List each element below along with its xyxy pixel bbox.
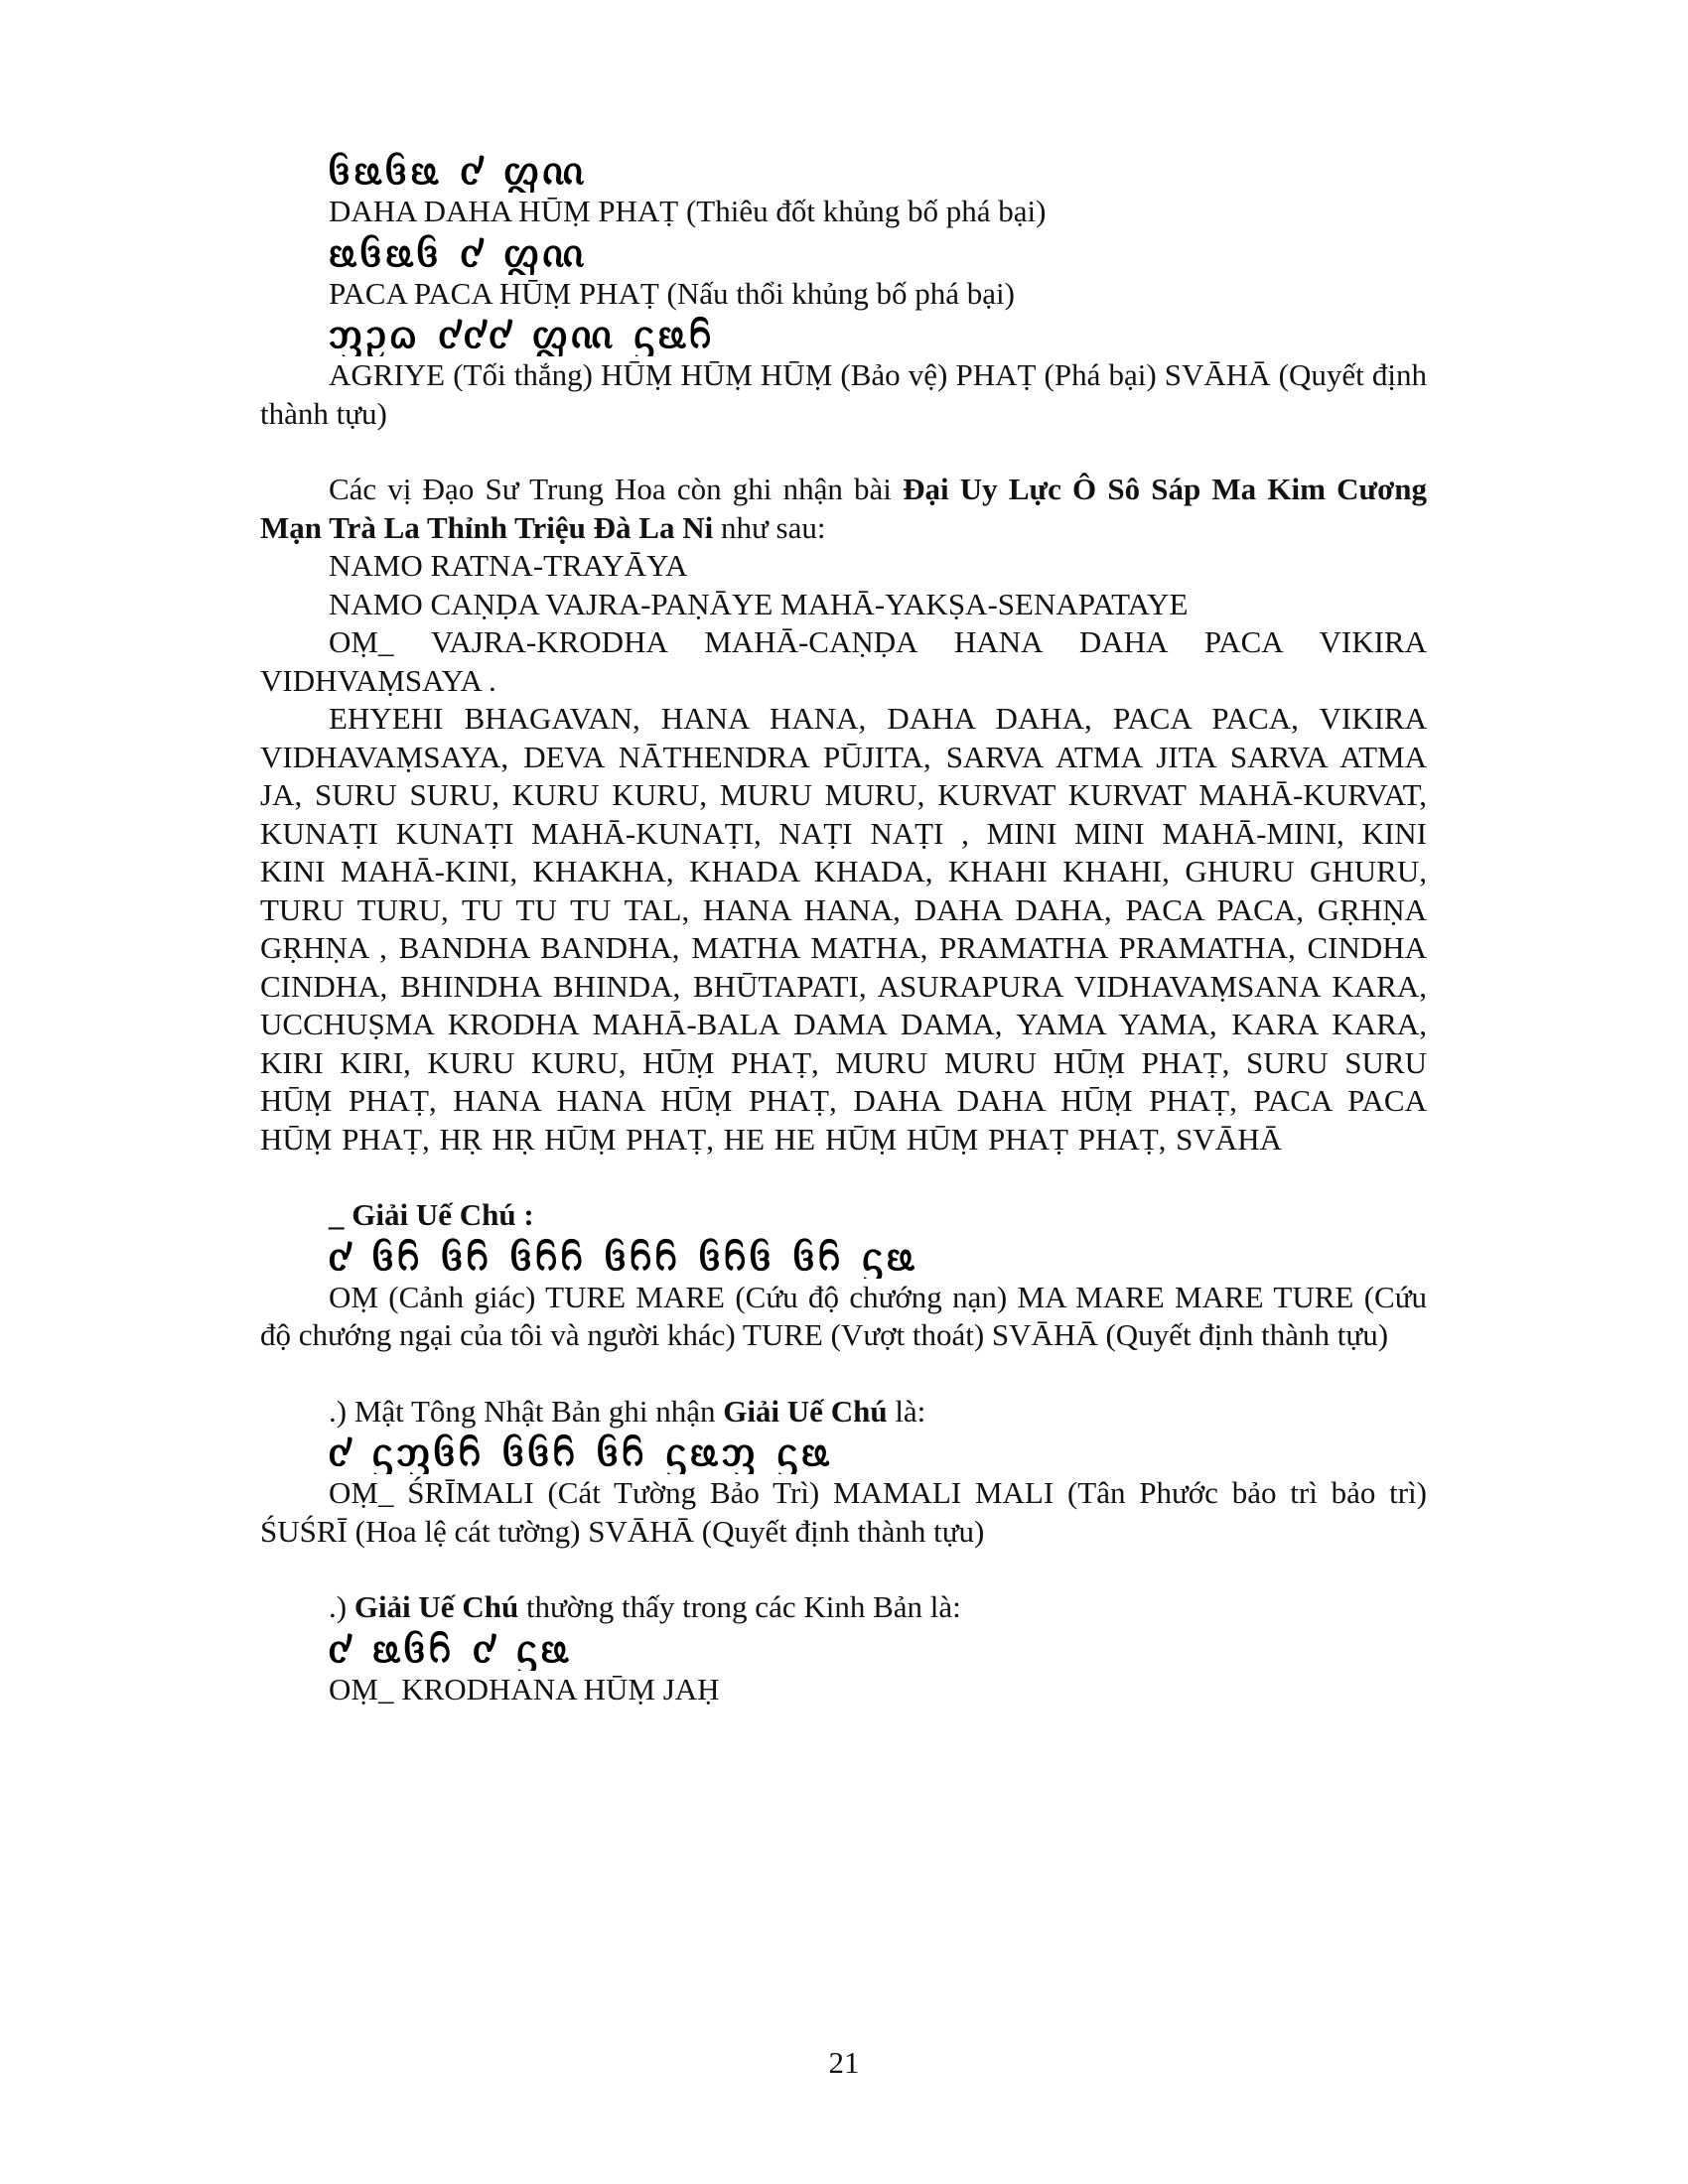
- note-suffix: là:: [887, 1393, 926, 1429]
- intro-text: Các vị Đạo Sư Trung Hoa còn ghi nhận bài: [329, 472, 904, 506]
- note-paragraph: [260, 1393, 1427, 1432]
- siddham-script-line: ᧚ ᦑᦆ ᦑᦆ ᦑᦆᦆ ᦑᦆᦆ ᦑᦆᦑ ᦑᦆ ᦓᦕ: [329, 1234, 918, 1279]
- siddham-script-line: ᧚ ᦓᦀᦑᦆ ᦑᦑᦆ ᦑᦆ ᦓᦕᦀ ᦓᦕ: [329, 1431, 833, 1474]
- dharani-title: Đại Uy Lực Ô Sô Sáp Ma Kim Cương Mạn Trà La Thỉnh Triệu Đà La Ni: [260, 472, 1427, 545]
- intro-suffix: như sau:: [713, 509, 826, 545]
- page-number: 21: [828, 2045, 860, 2080]
- note-paragraph: [260, 1588, 1427, 1627]
- mantra-line: NAMO RATNA-TRAYĀYA: [329, 548, 688, 583]
- intro-paragraph: [260, 471, 1427, 547]
- mantra-line: DAHA DAHA HŪṂ PHAṬ (Thiêu đốt khủng bố phá bại): [329, 194, 1047, 228]
- note-text: .) Mật Tông Nhật Bản ghi nhận: [329, 1393, 724, 1429]
- mantra-line: OṂ_ ŚRĪMALI (Cát Tường Bảo Trì) MAMALI MALI (Tân Phước bảo trì bảo trì) ŚUŚRĪ (Hoa lệ cát tường) SVĀHĀ (Quyết định thành tựu): [260, 1475, 1427, 1549]
- siddham-script-line: ᦀᦳᦒ ᧚᧚᧚ ᦜᦶ ᦓᦕᦆ: [329, 313, 715, 356]
- mantra-line: OṂ_ KRODHANA HŪṂ JAḤ: [329, 1671, 720, 1706]
- mantra-body: EHYEHI BHAGAVAN, HANA HANA, DAHA DAHA, PACA PACA, VIKIRA VIDHAVAṂSAYA, DEVA NĀTHENDRA PŪJITA, SARVA ATMA JITA SARVA ATMA JA, SURU SURU, KURU KURU, MURU MURU, KURVAT KURVAT MAHĀ-KURVAT, KUNAṬI KUNAṬI MAHĀ-KUNAṬI, NAṬI NAṬI , MINI MINI MAHĀ-MINI, KINI KINI MAHĀ-KINI, KHAKHA, KHADA KHADA, KHAHI KHAHI, GHURU GHURU, TURU TURU, TU TU TU TAL, HANA HANA, DAHA DAHA, PACA PACA, GṚHṆA GṚHṆA , BANDHA BANDHA, MATHA MATHA, PRAMATHA PRAMATHA, CINDHA CINDHA, BHINDHA BHINDA, BHŪTAPATI, ASURAPURA VIDHAVAṂSANA KARA, UCCHUṢMA KRODHA MAHĀ-BALA DAMA DAMA, YAMA YAMA, KARA KARA, KIRI KIRI, KURU KURU, HŪṂ PHAṬ, MURU MURU HŪṂ PHAṬ, SURU SURU HŪṂ PHAṬ, HANA HANA HŪṂ PHAṬ, DAHA DAHA HŪṂ PHAṬ, PACA PACA HŪṂ PHAṬ, HṚ HṚ HŪṂ PHAṬ, HE HE HŪṂ HŪṂ PHAṬ PHAṬ, SVĀHĀ: [260, 701, 1427, 1157]
- note-bold: Giải Uế Chú: [723, 1393, 888, 1429]
- siddham-script-line: ᦕᦑᦕᦑ ᧚ ᦜᦶ: [329, 230, 588, 275]
- note-suffix: thường thấy trong các Kinh Bản là:: [518, 1589, 961, 1624]
- mantra-line: OṂ_ VAJRA-KRODHA MAHĀ-CAṆḌA HANA DAHA PACA VIKIRA VIDHVAṂSAYA .: [260, 624, 1427, 698]
- section-heading: _ Giải Uế Chú :: [329, 1197, 534, 1232]
- siddham-script-line: ᧚ ᦕᦑᦆ ᧚ ᦓᦕ: [329, 1626, 573, 1671]
- mantra-line: NAMO CAṆḌA VAJRA-PAṆĀYE MAHĀ-YAKṢA-SENAPATAYE: [329, 586, 1189, 621]
- mantra-line: OṂ (Cảnh giác) TURE MARE (Cứu độ chướng nạn) MA MARE MARE TURE (Cứu độ chướng ngại của tôi và người khác) TURE (Vượt thoát) SVĀHĀ (Quyết định thành tựu): [260, 1279, 1427, 1352]
- mantra-line: AGRIYE (Tối thắng) HŪṂ HŪṂ HŪṂ (Bảo vệ) PHAṬ (Phá bại) SVĀHĀ (Quyết định thành tựu): [260, 357, 1427, 431]
- note-bold: Giải Uế Chú: [353, 1589, 519, 1624]
- siddham-script-line: ᦑᦕᦑᦕ ᧚ ᦜᦶ: [329, 149, 588, 193]
- document-page: [260, 149, 1427, 1708]
- mantra-line: PACA PACA HŪṂ PHAṬ (Nấu thổi khủng bố phá bại): [329, 275, 1015, 311]
- note-text: .): [329, 1589, 354, 1624]
